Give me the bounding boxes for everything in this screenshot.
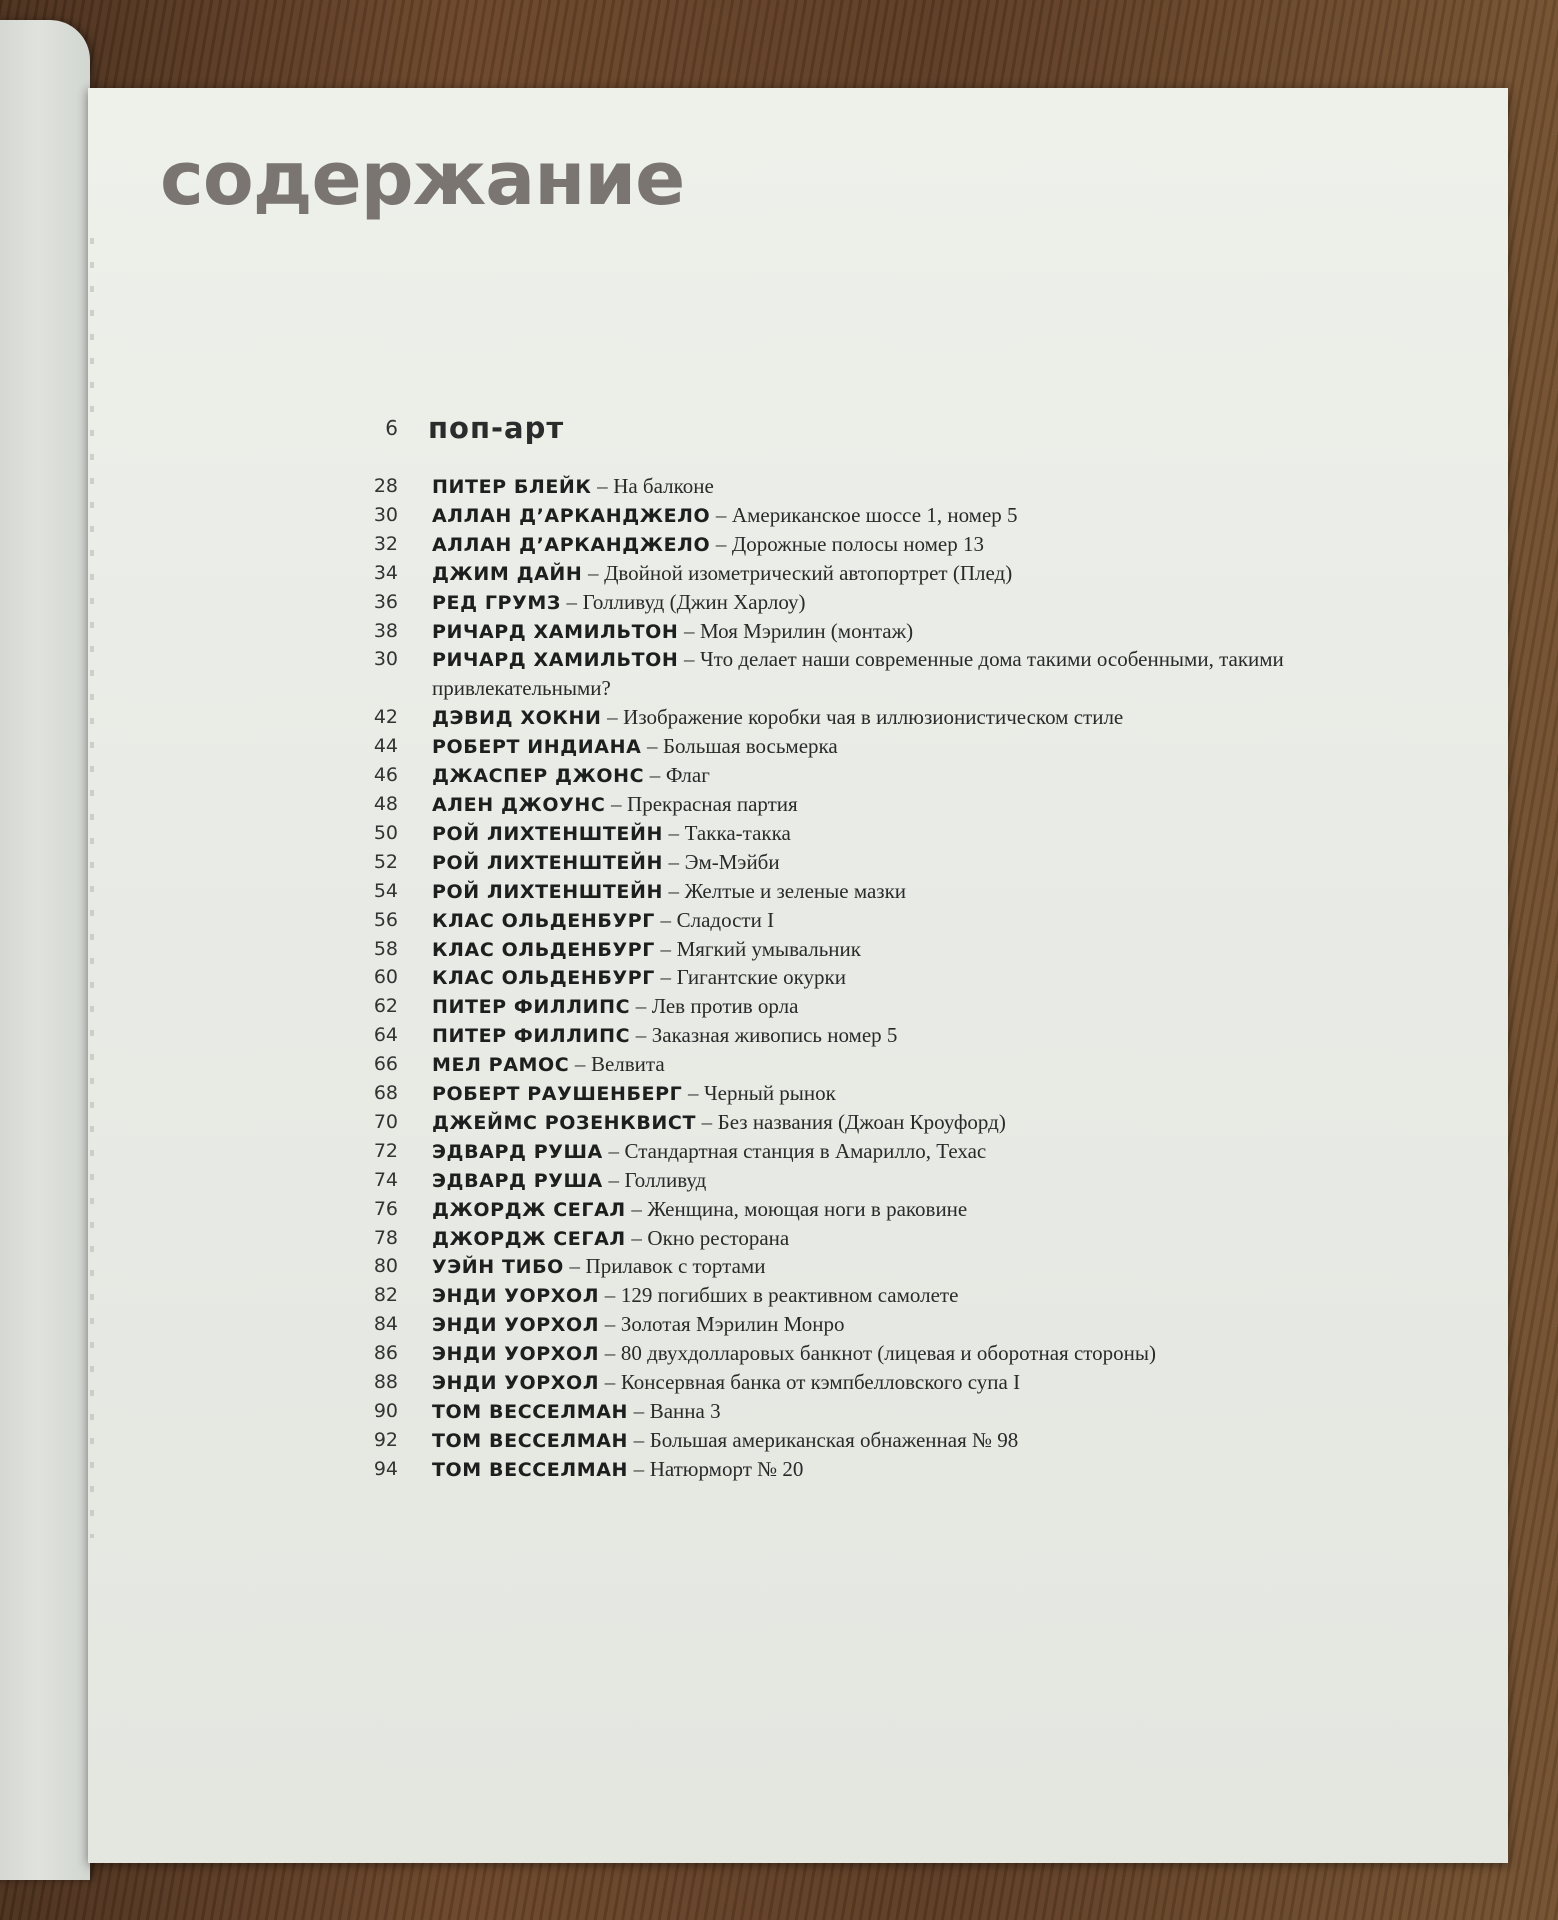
artwork-title: Золотая Мэрилин Монро <box>620 1312 845 1337</box>
entry-page-number: 58 <box>373 937 398 960</box>
entry-text <box>432 589 1432 618</box>
artist-name: РОЙ ЛИХТЕНШТЕЙН <box>432 880 663 903</box>
toc-entry <box>88 907 1508 936</box>
entry-text <box>432 993 1432 1022</box>
entry-text <box>432 646 1432 704</box>
artist-name: ДЭВИД ХОКНИ <box>432 707 602 730</box>
toc-entry <box>88 849 1508 878</box>
artist-name: ДЖЕЙМС РОЗЕНКВИСТ <box>432 1111 697 1134</box>
separator-dash: – <box>668 820 680 845</box>
artist-name: ПИТЕР ФИЛЛИПС <box>432 996 631 1019</box>
entry-text <box>432 1196 1432 1225</box>
entry-text <box>432 1051 1432 1080</box>
separator-dash: – <box>604 1283 616 1308</box>
entry-text <box>432 1109 1432 1138</box>
toc-entry <box>88 936 1508 965</box>
separator-dash: – <box>649 763 661 788</box>
entry-text <box>432 1311 1432 1340</box>
entry-text <box>432 733 1432 762</box>
artwork-title: Большая американская обнаженная № 98 <box>649 1427 1019 1452</box>
entry-page-number: 66 <box>373 1053 398 1076</box>
entry-page-number: 88 <box>373 1371 398 1394</box>
artwork-title: Прилавок с тортами <box>585 1254 766 1279</box>
entry-page-number: 84 <box>373 1313 398 1336</box>
artist-name: ДЖИМ ДАЙН <box>432 562 583 585</box>
separator-dash: – <box>635 1023 647 1048</box>
entry-text <box>432 1080 1432 1109</box>
toc-entry <box>88 704 1508 733</box>
entry-text <box>432 878 1432 907</box>
entry-page-number: 62 <box>373 995 398 1018</box>
entry-page-number: 92 <box>373 1428 398 1451</box>
separator-dash: – <box>715 502 727 527</box>
entry-page-number: 42 <box>373 706 398 729</box>
artist-name: ДЖОРДЖ СЕГАЛ <box>432 1227 626 1250</box>
artwork-title: 129 погибших в реактивном самолете <box>620 1283 959 1308</box>
artist-name: ДЖАСПЕР ДЖОНС <box>432 765 645 788</box>
toc-entry <box>88 1456 1508 1485</box>
separator-dash: – <box>604 1312 616 1337</box>
toc-entry <box>88 1080 1508 1109</box>
artist-name: КЛАС ОЛЬДЕНБУРГ <box>432 967 655 990</box>
artist-name: ПИТЕР БЛЕЙК <box>432 476 592 498</box>
artwork-title: Моя Мэрилин (монтаж) <box>700 618 914 643</box>
artwork-title: Голливуд <box>624 1167 707 1192</box>
entry-page-number: 74 <box>373 1168 398 1191</box>
artwork-title: Женщина, моющая ноги в раковине <box>647 1196 968 1221</box>
artist-name: РОЙ ЛИХТЕНШТЕЙН <box>432 822 663 845</box>
entry-text <box>432 618 1432 647</box>
page-title: содержание <box>160 136 685 222</box>
entry-text <box>432 1138 1432 1167</box>
artist-name: РИЧАРД ХАМИЛЬТОН <box>432 620 679 643</box>
artwork-title: Лев против орла <box>651 994 799 1019</box>
artwork-title: Сладости I <box>676 907 775 932</box>
toc-entry <box>88 820 1508 849</box>
artist-name: АЛЛАН Д’АРКАНДЖЕЛО <box>432 533 711 556</box>
toc-entry <box>88 1253 1508 1282</box>
entry-text <box>432 1340 1432 1369</box>
separator-dash: – <box>604 1341 616 1366</box>
section-name: поп-арт <box>428 411 565 445</box>
entry-text <box>432 560 1432 589</box>
artwork-title: Без названия (Джоан Кроуфорд) <box>717 1109 1006 1134</box>
entry-page-number: 60 <box>373 966 398 989</box>
toc-entry <box>88 646 1508 704</box>
artwork-title: Флаг <box>665 763 710 788</box>
artist-name: АЛЛАН Д’АРКАНДЖЕЛО <box>432 504 711 527</box>
entry-page-number: 32 <box>373 532 398 555</box>
toc-entry <box>88 1138 1508 1167</box>
artist-name: УЭЙН ТИБО <box>432 1256 564 1279</box>
toc-entry <box>88 618 1508 647</box>
artist-name: ЭДВАРД РУША <box>432 1169 603 1192</box>
separator-dash: – <box>687 1081 699 1106</box>
toc-entry <box>88 473 1508 502</box>
toc-entry <box>88 964 1508 993</box>
separator-dash: – <box>660 936 672 961</box>
separator-dash: – <box>660 965 672 990</box>
entry-text <box>432 704 1432 733</box>
separator-dash: – <box>631 1225 642 1250</box>
artwork-title: Консервная банка от кэмпбелловского супа I <box>620 1370 1021 1395</box>
artist-name: ДЖОРДЖ СЕГАЛ <box>432 1198 626 1221</box>
artwork-title: Мягкий умывальник <box>676 936 861 961</box>
entry-page-number: 54 <box>373 879 398 902</box>
entry-page-number: 48 <box>373 792 398 815</box>
separator-dash: – <box>608 1167 619 1192</box>
entry-page-number: 94 <box>373 1457 398 1480</box>
artist-name: РИЧАРД ХАМИЛЬТОН <box>432 649 679 672</box>
entry-page-number: 86 <box>373 1342 398 1365</box>
artist-name: ЭНДИ УОРХОЛ <box>432 1314 600 1337</box>
entry-text <box>432 964 1432 993</box>
toc-entry <box>88 531 1508 560</box>
separator-dash: – <box>715 531 727 556</box>
separator-dash: – <box>683 618 695 643</box>
entry-page-number: 70 <box>373 1110 398 1133</box>
entry-text <box>432 1225 1432 1254</box>
toc-entry <box>88 878 1508 907</box>
artwork-title: Двойной изометрический автопортрет (Плед) <box>604 560 1013 585</box>
toc-entry <box>88 560 1508 589</box>
separator-dash: – <box>668 849 680 874</box>
artwork-title: Дорожные полосы номер 13 <box>731 531 984 556</box>
artwork-title: Ванна 3 <box>649 1399 721 1423</box>
separator-dash: – <box>597 474 608 498</box>
entry-page-number: 46 <box>373 764 398 787</box>
toc-entry <box>88 1022 1508 1051</box>
artwork-title: Натюрморт № 20 <box>649 1456 804 1481</box>
toc-entry <box>88 1369 1508 1398</box>
entry-page-number: 64 <box>373 1024 398 1047</box>
separator-dash: – <box>633 1456 645 1481</box>
entry-text <box>432 907 1432 936</box>
entry-text <box>432 473 1432 502</box>
entry-text <box>432 531 1432 560</box>
artwork-title: Велвита <box>590 1052 665 1077</box>
artist-name: ЭНДИ УОРХОЛ <box>432 1372 600 1395</box>
artwork-title: Эм-Мэйби <box>684 849 780 874</box>
separator-dash: – <box>635 994 647 1019</box>
artwork-title: Что делает наши современные дома такими особенными, такими привлекательными? <box>432 647 1284 701</box>
table-of-contents <box>88 473 1508 1485</box>
artist-name: МЕЛ РАМОС <box>432 1054 570 1077</box>
entry-text <box>432 1253 1432 1282</box>
toc-entry <box>88 993 1508 1022</box>
artwork-title: Такка-такка <box>684 820 791 845</box>
separator-dash: – <box>701 1109 713 1134</box>
artwork-title: Стандартная станция в Амарилло, Техас <box>624 1138 987 1163</box>
artist-name: РОБЕРТ ИНДИАНА <box>432 736 642 759</box>
artwork-title: Американское шоссе 1, номер 5 <box>731 502 1018 527</box>
entry-page-number: 80 <box>373 1255 398 1278</box>
toc-entry <box>88 589 1508 618</box>
artwork-title: Голливуд (Джин Харлоу) <box>582 589 806 614</box>
artwork-title: Большая восьмерка <box>663 734 838 759</box>
artist-name: ЭНДИ УОРХОЛ <box>432 1285 600 1308</box>
entry-page-number: 56 <box>373 908 398 931</box>
toc-entry <box>88 1398 1508 1427</box>
artist-name: ТОМ ВЕССЕЛМАН <box>432 1458 629 1481</box>
artist-name: РОБЕРТ РАУШЕНБЕРГ <box>432 1083 683 1106</box>
entry-page-number: 28 <box>373 475 398 497</box>
entry-page-number: 38 <box>373 619 398 642</box>
artwork-title: Заказная живопись номер 5 <box>651 1023 898 1048</box>
entry-text <box>432 1456 1432 1485</box>
section-heading <box>88 408 1508 448</box>
entry-text <box>432 820 1432 849</box>
artwork-title: Прекрасная партия <box>627 791 798 816</box>
artist-name: КЛАС ОЛЬДЕНБУРГ <box>432 938 655 961</box>
separator-dash: – <box>604 1370 616 1395</box>
separator-dash: – <box>660 907 672 932</box>
separator-dash: – <box>608 1138 619 1163</box>
artwork-title: Гигантские окурки <box>676 965 846 990</box>
toc-entry <box>88 1427 1508 1456</box>
entry-text <box>432 762 1432 791</box>
toc-entry <box>88 791 1508 820</box>
entry-text <box>432 1427 1432 1456</box>
artist-name: ТОМ ВЕССЕЛМАН <box>432 1429 629 1452</box>
entry-text <box>432 849 1432 878</box>
book-page <box>88 88 1508 1863</box>
toc-entry <box>88 1051 1508 1080</box>
separator-dash: – <box>683 647 695 672</box>
toc-entry <box>88 733 1508 762</box>
separator-dash: – <box>569 1254 580 1279</box>
artist-name: КЛАС ОЛЬДЕНБУРГ <box>432 909 655 932</box>
separator-dash: – <box>610 791 622 816</box>
artist-name: АЛЕН ДЖОУНС <box>432 793 606 816</box>
entry-page-number: 78 <box>373 1226 398 1249</box>
artist-name: ЭНДИ УОРХОЛ <box>432 1343 600 1366</box>
artist-name: ТОМ ВЕССЕЛМАН <box>432 1401 629 1423</box>
entry-page-number: 36 <box>373 590 398 613</box>
toc-entry <box>88 1225 1508 1254</box>
artwork-title: Желтые и зеленые мазки <box>684 878 907 903</box>
toc-entry <box>88 1196 1508 1225</box>
artist-name: РОЙ ЛИХТЕНШТЕЙН <box>432 851 663 874</box>
separator-dash: – <box>633 1399 645 1423</box>
entry-page-number: 30 <box>373 503 398 526</box>
separator-dash: – <box>607 705 618 730</box>
separator-dash: – <box>631 1196 642 1221</box>
toc-entry <box>88 1340 1508 1369</box>
entry-page-number: 34 <box>373 561 398 584</box>
section-page-number: 6 <box>385 416 398 440</box>
previous-page-edge <box>0 20 90 1880</box>
entry-text <box>432 1369 1432 1398</box>
entry-text <box>432 1282 1432 1311</box>
separator-dash: – <box>668 878 680 903</box>
entry-page-number: 72 <box>373 1139 398 1162</box>
separator-dash: – <box>633 1427 645 1452</box>
separator-dash: – <box>588 560 599 585</box>
toc-entry <box>88 1109 1508 1138</box>
separator-dash: – <box>646 734 658 759</box>
entry-text <box>432 502 1432 531</box>
artwork-title: Черный рынок <box>704 1081 836 1106</box>
toc-entry <box>88 1167 1508 1196</box>
entry-text <box>432 1022 1432 1051</box>
toc-entry <box>88 1282 1508 1311</box>
artist-name: РЕД ГРУМЗ <box>432 591 561 614</box>
toc-entry <box>88 502 1508 531</box>
artwork-title: 80 двухдолларовых банкнот (лицевая и оборотная стороны) <box>620 1341 1156 1366</box>
entry-text <box>432 936 1432 965</box>
entry-page-number: 76 <box>373 1197 398 1220</box>
separator-dash: – <box>574 1052 586 1077</box>
toc-entry <box>88 1311 1508 1340</box>
separator-dash: – <box>566 589 577 614</box>
artwork-title: Окно ресторана <box>647 1225 790 1250</box>
entry-text <box>432 791 1432 820</box>
entry-text <box>432 1398 1432 1427</box>
artist-name: ПИТЕР ФИЛЛИПС <box>432 1025 631 1048</box>
entry-page-number: 90 <box>373 1400 398 1422</box>
artwork-title: На балконе <box>613 474 714 498</box>
entry-page-number: 82 <box>373 1284 398 1307</box>
artist-name: ЭДВАРД РУША <box>432 1140 603 1163</box>
entry-text <box>432 1167 1432 1196</box>
entry-page-number: 50 <box>373 821 398 844</box>
entry-page-number: 52 <box>373 850 398 873</box>
entry-page-number: 44 <box>373 735 398 758</box>
entry-page-number: 68 <box>373 1082 398 1105</box>
artwork-title: Изображение коробки чая в иллюзионистическом стиле <box>623 705 1124 730</box>
toc-entry <box>88 762 1508 791</box>
entry-page-number: 30 <box>373 648 398 671</box>
